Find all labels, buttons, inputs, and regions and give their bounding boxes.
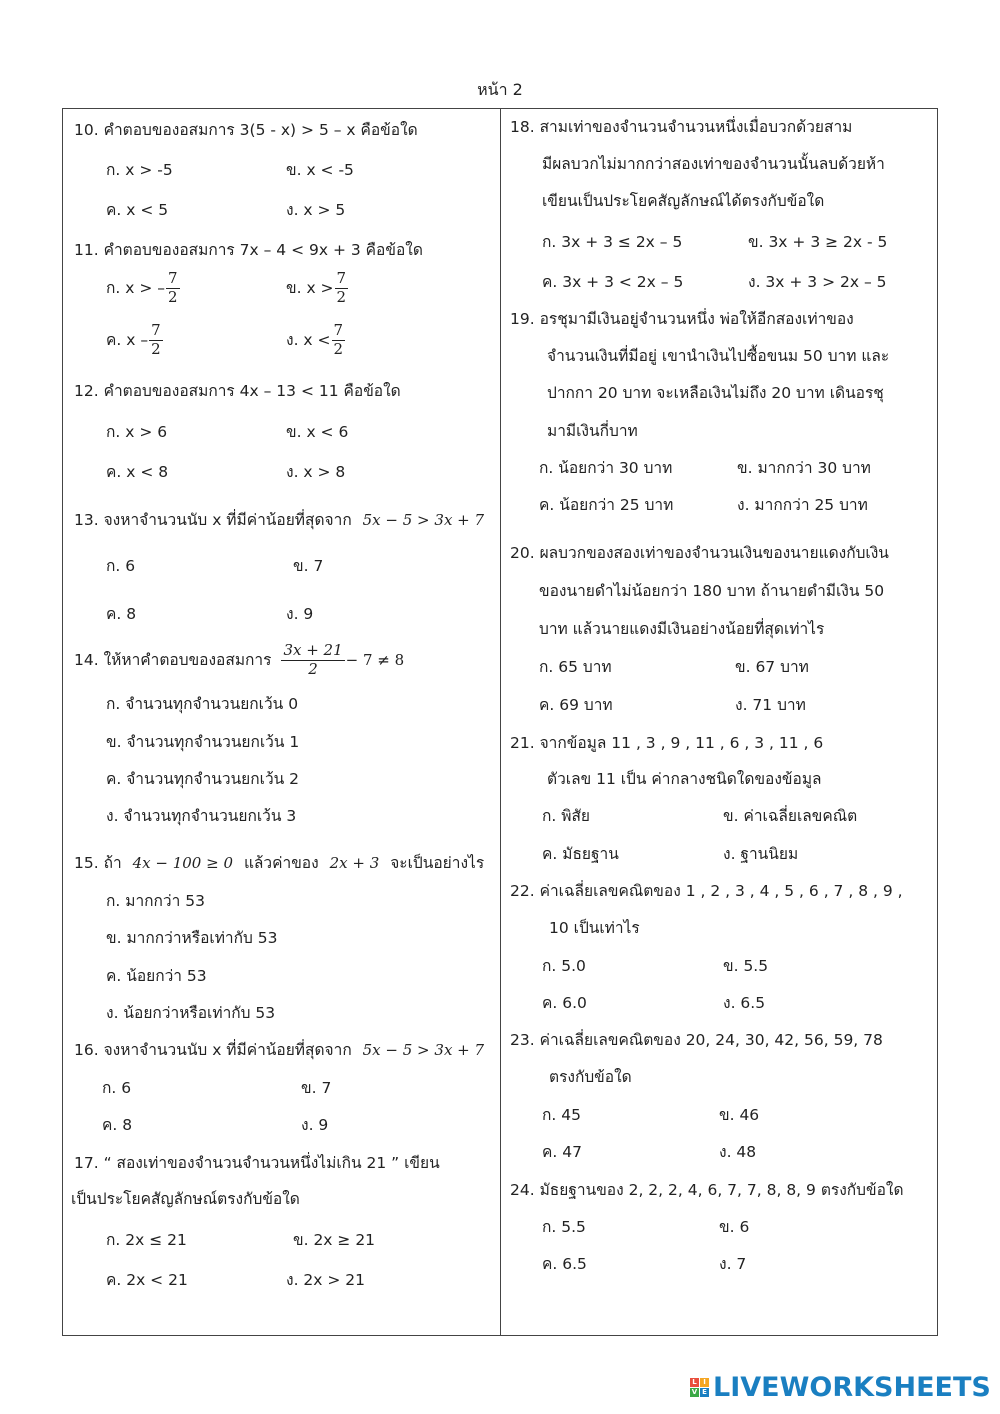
- question-18-stem-line-1: 18. สามเท่าของจำนวนจำนวนหนึ่งเมื่อบวกด้วยสาม: [510, 118, 853, 136]
- question-19-option-d[interactable]: ง. มากกว่า 25 บาท: [737, 496, 868, 514]
- question-15-stem-mid: แล้วค่าของ: [243, 854, 319, 872]
- question-12-option-b[interactable]: ข. x < 6: [286, 423, 349, 441]
- question-13-option-c[interactable]: ค. 8: [106, 605, 137, 623]
- question-17-option-c[interactable]: ค. 2x < 21: [106, 1271, 188, 1289]
- fraction-seven-halves: [332, 323, 346, 358]
- question-16-option-c[interactable]: ค. 8: [102, 1116, 133, 1134]
- fraction-numerator: 7: [333, 321, 344, 339]
- question-16-option-b[interactable]: ข. 7: [301, 1079, 332, 1097]
- liveworksheets-logo[interactable]: [690, 1372, 991, 1403]
- question-18-option-c[interactable]: ค. 3x + 3 < 2x – 5: [542, 273, 684, 291]
- question-24-option-a[interactable]: ก. 5.5: [542, 1218, 586, 1236]
- question-15-option-a[interactable]: ก. มากกว่า 53: [106, 892, 205, 910]
- question-22-stem-line-1: 22. ค่าเฉลี่ยเลขคณิตของ 1 , 2 , 3 , 4 , 5 , 6 , 7 , 8 , 9 ,: [510, 882, 903, 900]
- question-10-option-d[interactable]: ง. x > 5: [286, 201, 346, 219]
- question-23-option-a[interactable]: ก. 45: [542, 1106, 581, 1124]
- question-22-option-d[interactable]: ง. 6.5: [723, 994, 766, 1012]
- fraction-seven-halves: [335, 271, 349, 306]
- question-13-option-d[interactable]: ง. 9: [286, 605, 314, 623]
- question-11-option-a[interactable]: [106, 271, 181, 306]
- fraction-denominator: 2: [333, 339, 344, 358]
- question-14-option-d[interactable]: ง. จำนวนทุกจำนวนยกเว้น 3: [106, 807, 297, 825]
- question-20-option-c[interactable]: ค. 69 บาท: [539, 696, 613, 714]
- worksheet-frame: [62, 108, 938, 1336]
- question-17-option-a[interactable]: ก. 2x ≤ 21: [106, 1231, 187, 1249]
- question-15-stem-start: 15. ถ้า: [74, 854, 122, 872]
- question-14-stem-text: 14. ให้หาคำตอบของอสมการ: [74, 650, 272, 669]
- question-23-stem-line-1: 23. ค่าเฉลี่ยเลขคณิตของ 20, 24, 30, 42, 56, 59, 78: [510, 1031, 883, 1049]
- fraction-denominator: 2: [168, 287, 178, 306]
- question-15-expression-2: 2x + 3: [329, 854, 380, 872]
- question-20-option-d[interactable]: ง. 71 บาท: [735, 696, 806, 714]
- question-19-stem-line-4: มามีเงินกี่บาท: [547, 422, 638, 440]
- question-13-stem-text: 13. จงหาจำนวนนับ x ที่มีค่าน้อยที่สุดจาก: [74, 511, 352, 529]
- question-24-option-c[interactable]: ค. 6.5: [542, 1255, 587, 1273]
- question-19-option-a[interactable]: ก. น้อยกว่า 30 บาท: [539, 459, 673, 477]
- question-12-stem: 12. คำตอบของอสมการ 4x – 13 < 11 คือข้อใด: [74, 382, 401, 400]
- fraction-numerator: 7: [151, 321, 161, 339]
- question-19-stem-line-1: 19. อรชุมามีเงินอยู่จำนวนหนึ่ง พ่อให้อีกสองเท่าของ: [510, 310, 854, 328]
- question-21-stem-line-1: 21. จากข้อมูล 11 , 3 , 9 , 11 , 6 , 3 , 11 , 6: [510, 734, 824, 752]
- question-11-option-d[interactable]: [286, 323, 346, 358]
- logo-letter-l: L: [690, 1378, 699, 1387]
- question-23-option-c[interactable]: ค. 47: [542, 1143, 582, 1161]
- fraction-numerator: 7: [336, 269, 347, 287]
- question-22-stem-line-2: 10 เป็นเท่าไร: [549, 919, 640, 937]
- question-22-option-a[interactable]: ก. 5.0: [542, 957, 586, 975]
- question-21-stem-line-2: ตัวเลข 11 เป็น ค่ากลางชนิดใดของข้อมูล: [547, 770, 822, 788]
- question-11-option-c[interactable]: [106, 323, 164, 358]
- page-number-label: หน้า 2: [477, 80, 523, 99]
- logo-letter-e: E: [700, 1388, 709, 1397]
- question-19-option-c[interactable]: ค. น้อยกว่า 25 บาท: [539, 496, 674, 514]
- question-16-stem: [74, 1043, 484, 1059]
- fraction-denominator: 2: [336, 287, 347, 306]
- question-20-option-b[interactable]: ข. 67 บาท: [735, 658, 809, 676]
- question-15-stem-end: จะเป็นอย่างไร: [390, 854, 485, 872]
- question-15-option-d[interactable]: ง. น้อยกว่าหรือเท่ากับ 53: [106, 1004, 276, 1022]
- question-18-stem-line-2: มีผลบวกไม่มากกว่าสองเท่าของจำนวนนั้นลบด้วยห้า: [542, 155, 885, 173]
- question-20-stem-line-1: 20. ผลบวกของสองเท่าของจำนวนเงินของนายแดงกับเงิน: [510, 544, 889, 562]
- fraction-numerator: 7: [168, 269, 178, 287]
- question-22-option-c[interactable]: ค. 6.0: [542, 994, 587, 1012]
- question-15-option-b[interactable]: ข. มากกว่าหรือเท่ากับ 53: [106, 929, 278, 947]
- logo-letter-i: I: [700, 1378, 709, 1387]
- question-14-fraction: [281, 643, 344, 678]
- question-19-stem-line-2: จำนวนเงินที่มีอยู่ เขานำเงินไปซื้อขนม 50 บาท และ: [547, 347, 890, 365]
- option-a-prefix: ก. x > –: [106, 278, 166, 297]
- question-14-stem: [74, 643, 404, 678]
- question-21-option-b[interactable]: ข. ค่าเฉลี่ยเลขคณิต: [723, 807, 858, 825]
- question-18-stem-line-3: เขียนเป็นประโยคสัญลักษณ์ได้ตรงกับข้อใด: [542, 192, 825, 210]
- question-20-option-a[interactable]: ก. 65 บาท: [539, 658, 612, 676]
- liveworksheets-logo-icon: [690, 1378, 709, 1397]
- question-19-option-b[interactable]: ข. มากกว่า 30 บาท: [737, 459, 871, 477]
- question-10-option-c[interactable]: ค. x < 5: [106, 201, 169, 219]
- question-16-expression: 5x − 5 > 3x + 7: [362, 1041, 485, 1059]
- question-13-option-a[interactable]: ก. 6: [106, 557, 136, 575]
- fraction-numerator: 3x + 21: [283, 641, 343, 659]
- question-13-stem: [74, 513, 484, 529]
- question-18-option-a[interactable]: ก. 3x + 3 ≤ 2x – 5: [542, 233, 683, 251]
- question-17-option-d[interactable]: ง. 2x > 21: [286, 1271, 366, 1289]
- fraction-denominator: 2: [308, 659, 318, 678]
- logo-letter-v: V: [691, 1388, 698, 1396]
- question-19-stem-line-3: ปากกา 20 บาท จะเหลือเงินไม่ถึง 20 บาท เดินอรชุ: [547, 384, 884, 402]
- question-21-option-d[interactable]: ง. ฐานนิยม: [723, 845, 799, 863]
- question-13-expression: 5x − 5 > 3x + 7: [362, 511, 485, 529]
- question-14-option-b[interactable]: ข. จำนวนทุกจำนวนยกเว้น 1: [106, 733, 300, 751]
- liveworksheets-brand-text: LIVEWORKSHEETS: [713, 1372, 991, 1403]
- option-d-prefix: ง. x <: [286, 330, 331, 349]
- question-14-option-a[interactable]: ก. จำนวนทุกจำนวนยกเว้น 0: [106, 695, 299, 713]
- question-16-stem-text: 16. จงหาจำนวนนับ x ที่มีค่าน้อยที่สุดจาก: [74, 1041, 352, 1059]
- question-12-option-d[interactable]: ง. x > 8: [286, 463, 346, 481]
- question-11-stem: 11. คำตอบของอสมการ 7x – 4 < 9x + 3 คือข้อใด: [74, 241, 423, 259]
- question-13-option-b[interactable]: ข. 7: [293, 557, 324, 575]
- option-b-prefix: ข. x >: [286, 278, 334, 297]
- fraction-seven-halves: [149, 323, 163, 358]
- question-21-option-c[interactable]: ค. มัธยฐาน: [542, 845, 619, 863]
- question-23-option-d[interactable]: ง. 48: [719, 1143, 757, 1161]
- question-21-option-a[interactable]: ก. พิสัย: [542, 807, 590, 825]
- question-18-option-d[interactable]: ง. 3x + 3 > 2x – 5: [748, 273, 887, 291]
- question-17-option-b[interactable]: ข. 2x ≥ 21: [293, 1231, 376, 1249]
- question-15-option-c[interactable]: ค. น้อยกว่า 53: [106, 967, 207, 985]
- question-10-option-a[interactable]: ก. x > -5: [106, 161, 173, 179]
- question-20-stem-line-3: บาท แล้วนายแดงมีเงินอย่างน้อยที่สุดเท่าไร: [539, 620, 825, 638]
- question-14-expression-tail: − 7 ≠ 8: [345, 650, 405, 669]
- question-11-option-b[interactable]: [286, 271, 349, 306]
- question-10-option-b[interactable]: ข. x < -5: [286, 161, 354, 179]
- question-20-stem-line-2: ของนายดำไม่น้อยกว่า 180 บาท ถ้านายดำมีเงิน 50: [539, 582, 885, 600]
- question-15-stem: [74, 856, 484, 872]
- question-17-stem-line-1: 17. “ สองเท่าของจำนวนจำนวนหนึ่งไม่เกิน 21 ” เขียน: [74, 1154, 440, 1172]
- fraction-seven-halves: [166, 271, 180, 306]
- question-12-option-c[interactable]: ค. x < 8: [106, 463, 169, 481]
- question-12-option-a[interactable]: ก. x > 6: [106, 423, 168, 441]
- question-15-expression-1: 4x − 100 ≥ 0: [132, 854, 233, 872]
- option-c-prefix: ค. x –: [106, 330, 149, 349]
- question-10-stem: 10. คำตอบของอสมการ 3(5 - x) > 5 – x คือข้อใด: [74, 121, 418, 139]
- question-16-option-d[interactable]: ง. 9: [301, 1116, 329, 1134]
- question-23-option-b[interactable]: ข. 46: [719, 1106, 760, 1124]
- question-24-option-d[interactable]: ง. 7: [719, 1255, 747, 1273]
- question-22-option-b[interactable]: ข. 5.5: [723, 957, 769, 975]
- question-17-stem-line-2: เป็นประโยคสัญลักษณ์ตรงกับข้อใด: [71, 1190, 300, 1208]
- question-14-option-c[interactable]: ค. จำนวนทุกจำนวนยกเว้น 2: [106, 770, 300, 788]
- question-24-option-b[interactable]: ข. 6: [719, 1218, 750, 1236]
- question-23-stem-line-2: ตรงกับข้อใด: [549, 1068, 632, 1086]
- question-16-option-a[interactable]: ก. 6: [102, 1079, 132, 1097]
- question-18-option-b[interactable]: ข. 3x + 3 ≥ 2x - 5: [748, 233, 888, 251]
- question-24-stem: 24. มัธยฐานของ 2, 2, 2, 4, 6, 7, 7, 8, 8, 9 ตรงกับข้อใด: [510, 1181, 904, 1199]
- fraction-denominator: 2: [151, 339, 161, 358]
- column-divider: [500, 109, 501, 1335]
